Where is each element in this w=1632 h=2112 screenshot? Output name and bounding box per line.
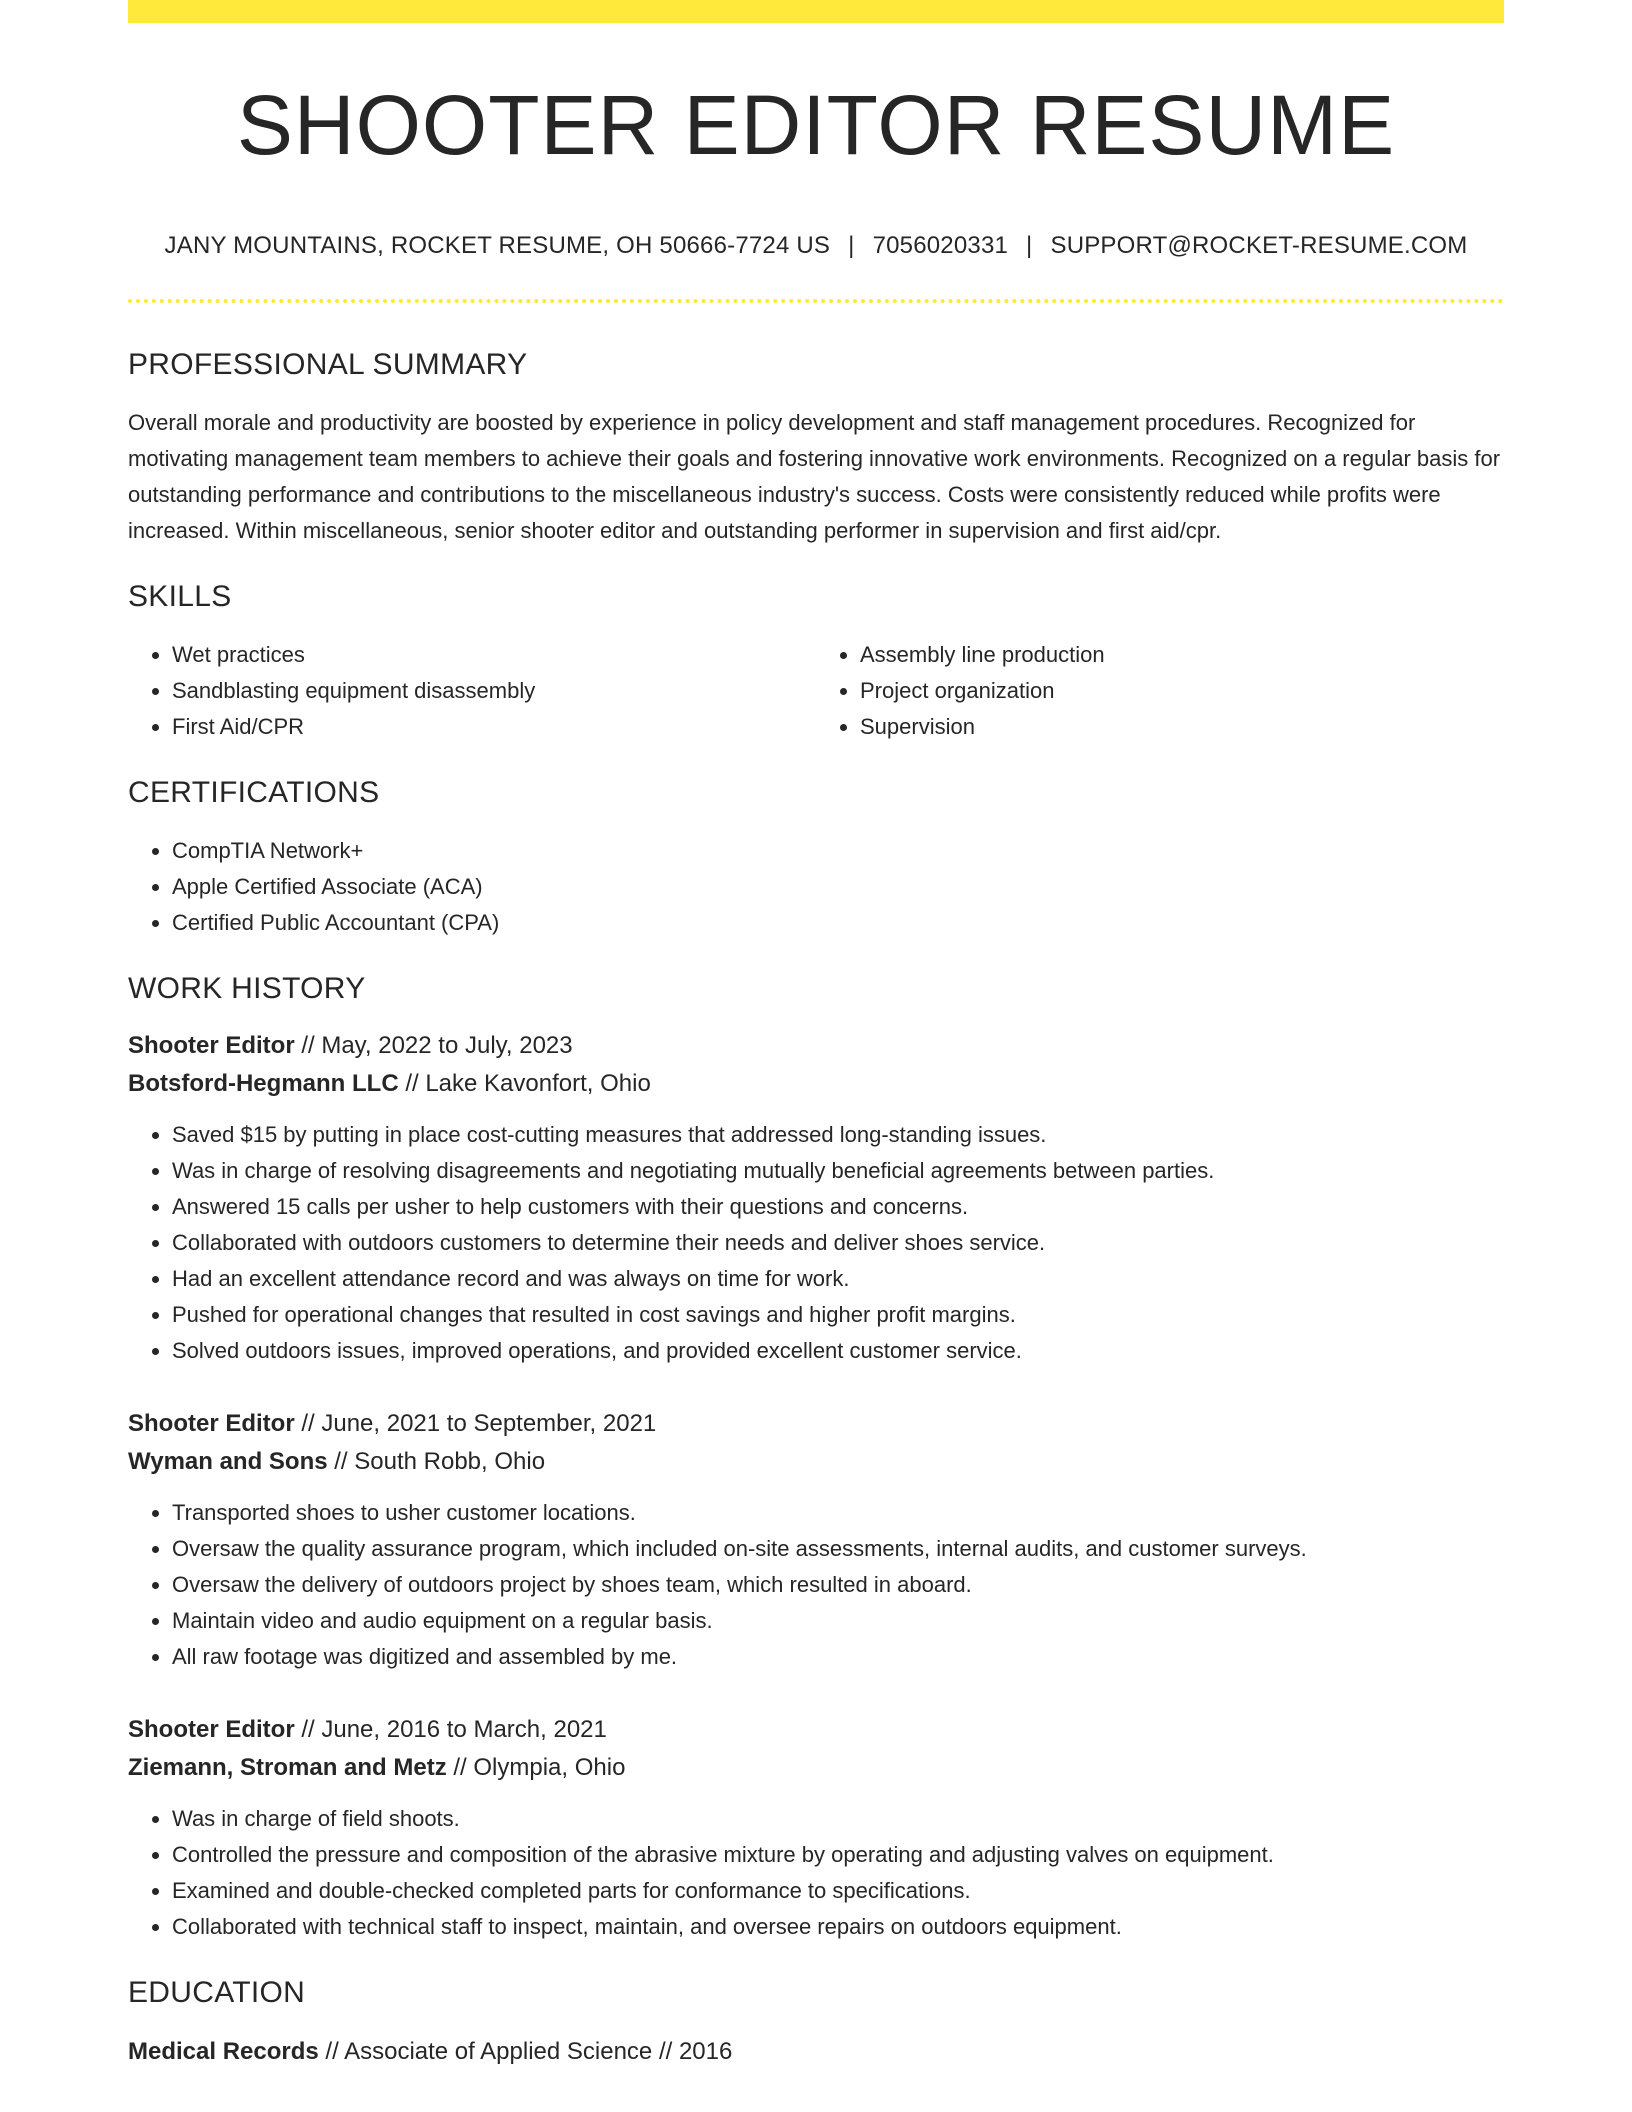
job-dates: // June, 2021 to September, 2021 bbox=[294, 1410, 657, 1437]
job-bullet: • Solved outdoors issues, improved operations, and provided excellent customer service. bbox=[172, 1333, 1504, 1369]
job-bullet: • Was in charge of resolving disagreements and negotiating mutually beneficial agreements between parties. bbox=[172, 1153, 1504, 1189]
job-bullets bbox=[128, 1495, 1504, 1675]
contact-email[interactable]: SUPPORT@ROCKET-RESUME.COM bbox=[1050, 232, 1468, 259]
skill-item: • Wet practices bbox=[172, 637, 816, 673]
job-bullet: • Examined and double-checked completed parts for conformance to specifications. bbox=[172, 1873, 1504, 1909]
certification-item: • Certified Public Accountant (CPA) bbox=[172, 905, 1504, 941]
job-company-line bbox=[128, 1443, 1504, 1481]
certification-item: • Apple Certified Associate (ACA) bbox=[172, 869, 1504, 905]
dotted-divider bbox=[128, 299, 1504, 303]
skills-heading: SKILLS bbox=[128, 580, 232, 613]
job-entry bbox=[128, 1711, 1504, 1945]
job-entry bbox=[128, 1027, 1504, 1369]
job-dates: // June, 2016 to March, 2021 bbox=[294, 1716, 607, 1743]
job-company: Wyman and Sons bbox=[128, 1448, 328, 1475]
job-bullet: • Collaborated with outdoors customers to determine their needs and deliver shoes service. bbox=[172, 1225, 1504, 1261]
job-bullet: • Was in charge of field shoots. bbox=[172, 1801, 1504, 1837]
certifications-heading: CERTIFICATIONS bbox=[128, 776, 380, 809]
job-bullets bbox=[128, 1801, 1504, 1945]
contact-separator: | bbox=[848, 232, 855, 259]
job-company-line bbox=[128, 1065, 1504, 1103]
education-line bbox=[128, 2033, 1504, 2071]
summary-text: Overall morale and productivity are boosted by experience in policy development and staff management procedures. Recognized for motivating management team members to achieve their goals and fostering innovative work environments. Recognized on a regular basis for outstanding performance and contributions to the miscellaneous industry's success. Costs were consistently reduced while profits were increased. Within miscellaneous, senior shooter editor and outstanding performer in supervision and first aid/cpr. bbox=[128, 410, 1501, 543]
work-history-section bbox=[128, 971, 1504, 1945]
contact-address: JANY MOUNTAINS, ROCKET RESUME, OH 50666-7724 US bbox=[164, 232, 831, 259]
skills-grid bbox=[128, 637, 1504, 745]
job-bullet: • Transported shoes to usher customer locations. bbox=[172, 1495, 1504, 1531]
certifications-list bbox=[128, 833, 1504, 941]
job-bullet: • Oversaw the delivery of outdoors project by shoes team, which resulted in aboard. bbox=[172, 1567, 1504, 1603]
education-year: // 2016 bbox=[652, 2038, 733, 2065]
summary-heading: PROFESSIONAL SUMMARY bbox=[128, 348, 528, 381]
education-section bbox=[128, 1975, 1504, 2071]
job-company: Botsford-Hegmann LLC bbox=[128, 1070, 399, 1097]
job-title-line bbox=[128, 1711, 1504, 1749]
job-dates: // May, 2022 to July, 2023 bbox=[294, 1032, 573, 1059]
job-bullet: • Had an excellent attendance record and was always on time for work. bbox=[172, 1261, 1504, 1297]
accent-top-bar bbox=[128, 0, 1504, 23]
skill-item: • Sandblasting equipment disassembly bbox=[172, 673, 816, 709]
skill-item: • First Aid/CPR bbox=[172, 709, 816, 745]
work-history-heading: WORK HISTORY bbox=[128, 972, 366, 1005]
skill-item: • Supervision bbox=[860, 709, 1504, 745]
contact-phone[interactable]: 7056020331 bbox=[872, 232, 1009, 259]
job-company: Ziemann, Stroman and Metz bbox=[128, 1754, 447, 1781]
job-title-line bbox=[128, 1405, 1504, 1443]
education-degree: // Associate of Applied Science bbox=[318, 2038, 653, 2065]
education-heading: EDUCATION bbox=[128, 1976, 306, 2009]
contact-separator: | bbox=[1026, 232, 1033, 259]
job-bullet: • Pushed for operational changes that resulted in cost savings and higher profit margins. bbox=[172, 1297, 1504, 1333]
job-location: // Lake Kavonfort, Ohio bbox=[398, 1070, 651, 1097]
job-title: Shooter Editor bbox=[128, 1032, 295, 1059]
job-location: // Olympia, Ohio bbox=[446, 1754, 626, 1781]
page-title: SHOOTER EDITOR RESUME bbox=[236, 78, 1396, 172]
certification-item: • CompTIA Network+ bbox=[172, 833, 1504, 869]
job-title-line bbox=[128, 1027, 1504, 1065]
job-bullet: • Maintain video and audio equipment on a regular basis. bbox=[172, 1603, 1504, 1639]
job-location: // South Robb, Ohio bbox=[327, 1448, 546, 1475]
certifications-section bbox=[128, 775, 1504, 941]
job-title: Shooter Editor bbox=[128, 1716, 295, 1743]
skill-item: • Assembly line production bbox=[860, 637, 1504, 673]
job-entry bbox=[128, 1405, 1504, 1675]
skills-list-right bbox=[816, 637, 1504, 745]
job-bullet: • Controlled the pressure and composition of the abrasive mixture by operating and adjusting valves on equipment. bbox=[172, 1837, 1504, 1873]
job-bullet: • Oversaw the quality assurance program, which included on-site assessments, internal audits, and customer surveys. bbox=[172, 1531, 1504, 1567]
skills-list-left bbox=[128, 637, 816, 745]
contact-line bbox=[128, 231, 1504, 261]
job-company-line bbox=[128, 1749, 1504, 1787]
job-bullet: • Answered 15 calls per usher to help customers with their questions and concerns. bbox=[172, 1189, 1504, 1225]
job-bullets bbox=[128, 1117, 1504, 1369]
skills-section bbox=[128, 579, 1504, 745]
resume-page bbox=[128, 0, 1504, 2071]
job-title: Shooter Editor bbox=[128, 1410, 295, 1437]
job-bullet: • All raw footage was digitized and assembled by me. bbox=[172, 1639, 1504, 1675]
skill-item: • Project organization bbox=[860, 673, 1504, 709]
job-bullet: • Saved $15 by putting in place cost-cutting measures that addressed long-standing issues. bbox=[172, 1117, 1504, 1153]
education-school: Medical Records bbox=[128, 2038, 319, 2065]
job-bullet: • Collaborated with technical staff to inspect, maintain, and oversee repairs on outdoors equipment. bbox=[172, 1909, 1504, 1945]
